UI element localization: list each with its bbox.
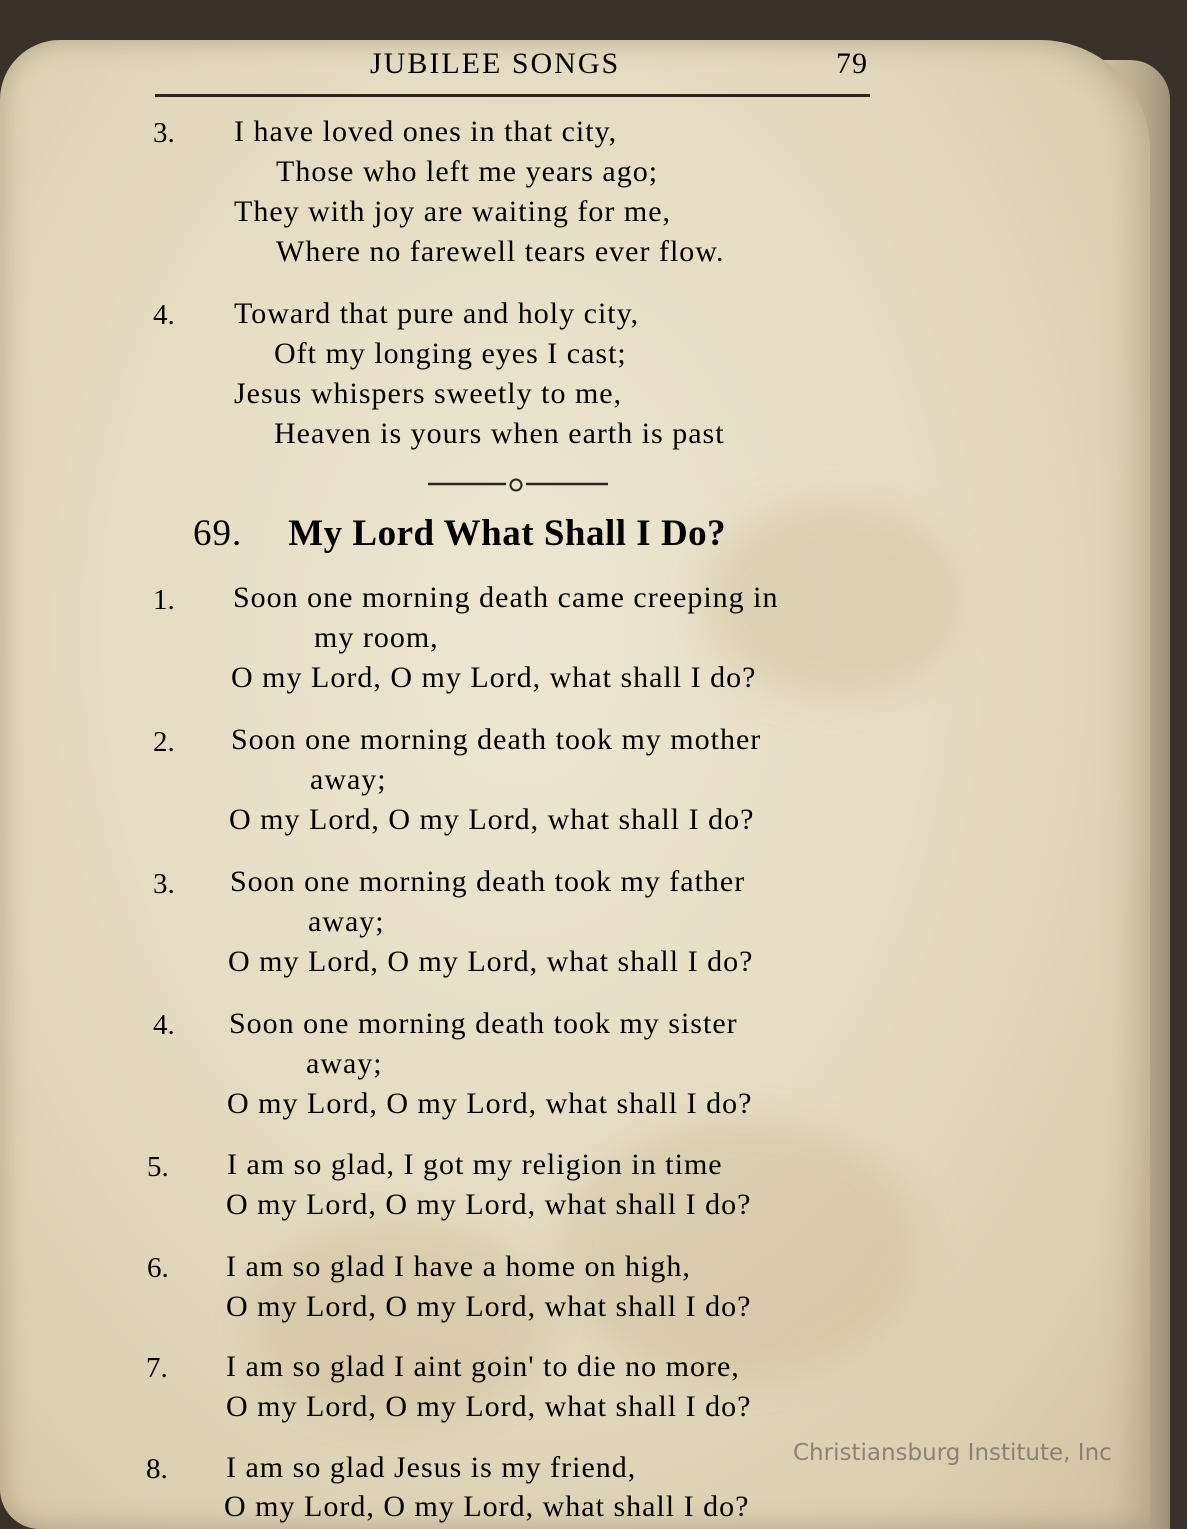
verse-line: Soon one morning death took my sister xyxy=(229,1007,738,1040)
verse-line: I am so glad I aint goin' to die no more, xyxy=(226,1350,740,1383)
verse-line: O my Lord, O my Lord, what shall I do? xyxy=(229,803,755,836)
verse-line: Heaven is yours when earth is past xyxy=(274,417,725,450)
running-head xyxy=(155,44,870,97)
verse-number: 3. xyxy=(153,868,175,900)
section-divider xyxy=(428,470,608,500)
verse-number: 7. xyxy=(146,1352,168,1384)
verse-line: O my Lord, O my Lord, what shall I do? xyxy=(226,1188,752,1221)
verse-line: away; xyxy=(306,1047,383,1080)
verse-number: 1. xyxy=(153,584,175,616)
verse-line: Jesus whispers sweetly to me, xyxy=(234,377,623,410)
verse-line: Soon one morning death took my father xyxy=(230,865,746,898)
verse-number: 4. xyxy=(153,1009,175,1041)
verse-line: O my Lord, O my Lord, what shall I do? xyxy=(227,1087,753,1120)
verse-line: I am so glad I have a home on high, xyxy=(226,1250,691,1283)
verse-line: away; xyxy=(308,905,385,938)
verse-line: Soon one morning death came creeping in xyxy=(233,581,779,614)
verse-line: O my Lord, O my Lord, what shall I do? xyxy=(228,945,754,978)
song-heading xyxy=(193,512,726,555)
verse-line: O my Lord, O my Lord, what shall I do? xyxy=(226,1390,752,1423)
verse-line: away; xyxy=(310,763,387,796)
verse-line: my room, xyxy=(314,621,439,654)
song-number: 69. xyxy=(193,513,243,554)
verse-line: Where no farewell tears ever flow. xyxy=(276,235,725,268)
book-title: JUBILEE SONGS xyxy=(370,47,621,80)
verse-number: 3. xyxy=(153,117,175,149)
verse-number: 6. xyxy=(147,1252,169,1284)
verse-line: I have loved ones in that city, xyxy=(234,115,618,148)
verse-line: O my Lord, O my Lord, what shall I do? xyxy=(231,661,757,694)
verse-line: Toward that pure and holy city, xyxy=(234,297,640,330)
verse-line: I am so glad Jesus is my friend, xyxy=(226,1451,637,1484)
verse-line: Soon one morning death took my mother xyxy=(231,723,762,756)
page-number: 79 xyxy=(836,47,868,80)
verse-line: They with joy are waiting for me, xyxy=(234,195,672,228)
verse-line: O my Lord, O my Lord, what shall I do? xyxy=(226,1290,752,1323)
verse-line: I am so glad, I got my religion in time xyxy=(227,1148,723,1181)
verse-line: Those who left me years ago; xyxy=(276,155,659,188)
verse-number: 4. xyxy=(153,299,175,331)
verse-number: 2. xyxy=(153,726,175,758)
verse-line: Oft my longing eyes I cast; xyxy=(274,337,627,370)
verse-line: O my Lord, O my Lord, what shall I do? xyxy=(224,1490,750,1523)
verse-number: 5. xyxy=(147,1151,169,1183)
song-title: My Lord What Shall I Do? xyxy=(288,513,727,554)
watermark-text: Christiansburg Institute, Inc xyxy=(793,1440,1112,1466)
verse-number: 8. xyxy=(146,1453,168,1485)
